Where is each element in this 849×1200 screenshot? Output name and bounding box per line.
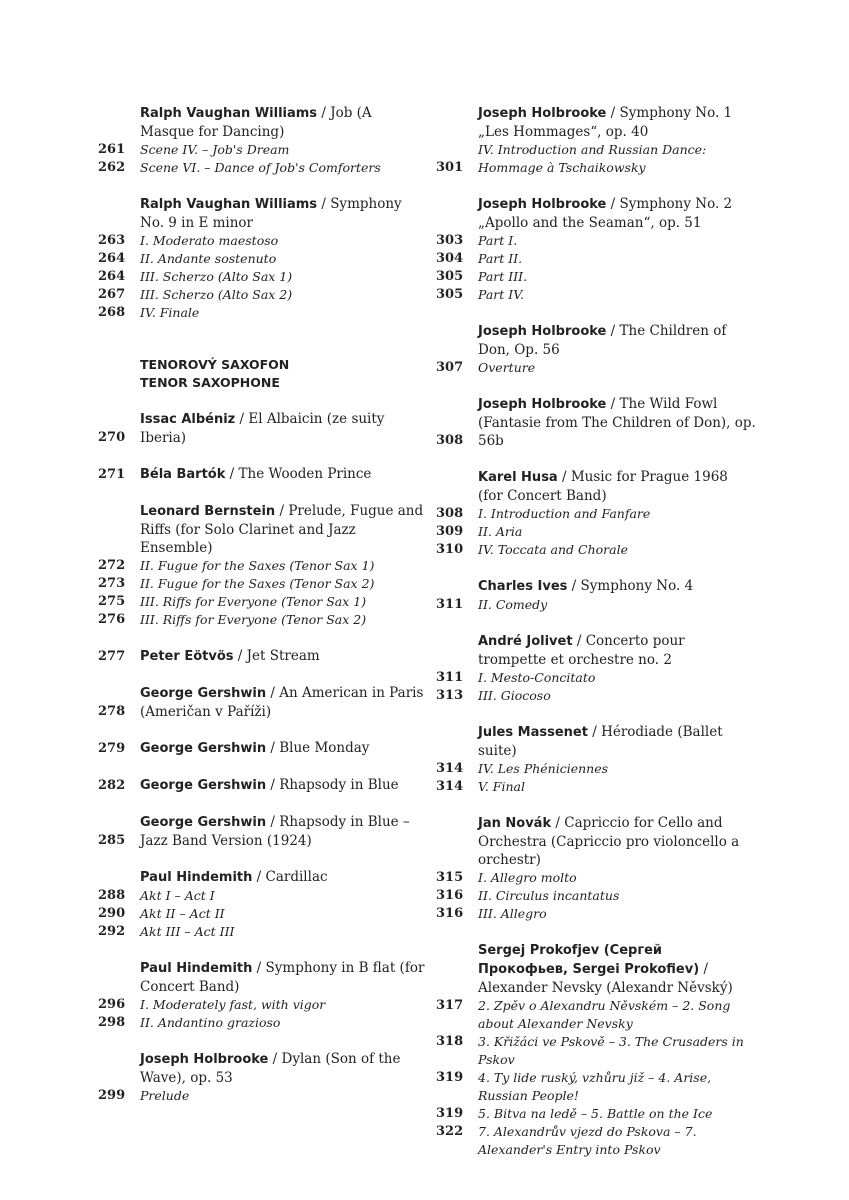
title-separator: /	[606, 196, 620, 212]
movement-track-number: 290	[98, 906, 126, 921]
movement-row	[98, 611, 428, 629]
movement-track-number: 319	[436, 1106, 464, 1121]
movement-row	[436, 250, 756, 268]
entry-heading	[98, 465, 428, 484]
entry-title	[478, 941, 756, 997]
entry-track-number: 285	[98, 833, 126, 848]
work-title: The Wooden Prince	[238, 466, 372, 482]
movement-row	[98, 1014, 428, 1032]
movement-title: Akt II – Act II	[140, 906, 225, 921]
movement-title: 2. Zpěv o Alexandru Něvském – 2. Song about Alexander Nevsky	[478, 998, 731, 1031]
entry-title	[478, 723, 756, 760]
catalog-entry	[436, 723, 756, 796]
catalog-entry	[98, 410, 428, 447]
movement-row	[436, 541, 756, 559]
title-separator: /	[551, 815, 565, 831]
composer-name: George Gershwin	[140, 778, 267, 793]
composer-name: George Gershwin	[140, 815, 267, 830]
work-title: Symphony No. 9 in E minor	[140, 196, 402, 231]
movement-track-number: 292	[98, 924, 126, 939]
movement-row	[436, 687, 756, 705]
entry-heading	[436, 941, 756, 997]
movement-row	[436, 359, 756, 377]
movement-track-number: 261	[98, 142, 126, 157]
entry-track-number: 282	[98, 778, 126, 793]
catalog-entry	[436, 941, 756, 1159]
movement-title: III. Scherzo (Alto Sax 2)	[140, 287, 293, 302]
title-separator: /	[268, 1051, 282, 1067]
movement-title: I. Mesto-Concitato	[478, 670, 596, 685]
movement-row	[436, 997, 756, 1033]
movement-track-number: 318	[436, 1034, 464, 1049]
movement-track-number: 314	[436, 761, 464, 776]
work-title: Dylan (Son of the Wave), op. 53	[140, 1051, 401, 1086]
composer-name: Ralph Vaughan Williams	[140, 106, 318, 121]
entry-heading	[436, 577, 756, 596]
work-title: The Wild Fowl (Fantasie from The Children of Don), op. 56b	[478, 396, 756, 449]
movement-track-number: 272	[98, 558, 126, 573]
composer-name: George Gershwin	[140, 686, 267, 701]
entry-title	[478, 195, 756, 232]
entry-heading	[436, 195, 756, 232]
composer-name: Paul Hindemith	[140, 961, 253, 976]
movement-track-number: 307	[436, 360, 464, 375]
entry-title	[140, 104, 428, 141]
work-title: El Albaicin (ze suity Iberia)	[140, 411, 385, 446]
work-title: Music for Prague 1968 (for Concert Band)	[478, 469, 728, 504]
title-separator: /	[233, 648, 247, 664]
movement-track-number: 314	[436, 779, 464, 794]
movement-title: II. Circulus incantatus	[478, 888, 620, 903]
catalog-entry	[98, 776, 428, 795]
entry-heading	[98, 739, 428, 758]
entry-title	[140, 868, 428, 887]
catalog-entry	[98, 465, 428, 484]
entry-heading	[436, 723, 756, 760]
movement-track-number: 298	[98, 1015, 126, 1030]
entry-title	[478, 577, 756, 596]
entry-title	[140, 1050, 428, 1087]
entry-title	[140, 647, 428, 666]
entry-heading	[98, 104, 428, 141]
movement-track-number: 273	[98, 576, 126, 591]
composer-name: Joseph Holbrooke	[140, 1052, 269, 1067]
movement-row	[98, 159, 428, 177]
entry-track-number: 271	[98, 467, 126, 482]
movement-title: 3. Křižáci ve Pskově – 3. The Crusaders in Pskov	[478, 1034, 744, 1067]
movement-track-number: 316	[436, 906, 464, 921]
title-separator: /	[252, 960, 266, 976]
movement-title: II. Andantino grazioso	[140, 1015, 281, 1030]
movement-track-number: 316	[436, 888, 464, 903]
movement-track-number: 309	[436, 524, 464, 539]
movement-title: Scene IV. – Job's Dream	[140, 142, 290, 157]
entry-title	[140, 410, 428, 447]
entry-title	[140, 195, 428, 232]
movement-track-number: 264	[98, 251, 126, 266]
section-heading-cz: TENOROVÝ SAXOFON	[140, 357, 290, 372]
entry-heading	[436, 104, 756, 141]
title-separator: /	[557, 469, 571, 485]
entry-heading	[98, 813, 428, 850]
movement-row	[436, 887, 756, 905]
movement-title: Part IV.	[478, 287, 525, 302]
left-column	[98, 104, 428, 1123]
movement-row	[436, 1033, 756, 1069]
movement-row	[98, 593, 428, 611]
catalog-entry	[98, 813, 428, 850]
composer-name: Paul Hindemith	[140, 870, 253, 885]
entry-title	[140, 959, 428, 996]
movement-title: Scene VI. – Dance of Job's Comforters	[140, 160, 381, 175]
title-separator: /	[606, 396, 620, 412]
movement-track-number: 322	[436, 1124, 464, 1139]
work-title: Symphony in B flat (for Concert Band)	[140, 960, 425, 995]
movement-title: IV. Finale	[140, 305, 200, 320]
catalog-entry	[98, 647, 428, 666]
movement-track-number: 303	[436, 233, 464, 248]
entry-heading	[98, 868, 428, 887]
movement-title: I. Moderato maestoso	[140, 233, 279, 248]
movement-title: 5. Bitva na ledě – 5. Battle on the Ice	[478, 1106, 713, 1121]
movement-title: 4. Ty lide ruský, vzhůru již – 4. Arise, Russian People!	[478, 1070, 712, 1103]
title-separator: /	[606, 323, 620, 339]
movement-row	[98, 304, 428, 322]
title-separator: /	[317, 196, 331, 212]
movement-title: Akt III – Act III	[140, 924, 235, 939]
work-title: Jet Stream	[246, 648, 320, 664]
movement-row	[436, 905, 756, 923]
movement-row	[98, 141, 428, 159]
entry-heading	[436, 814, 756, 869]
movement-title: IV. Introduction and Russian Dance:	[478, 142, 707, 157]
work-title: Alexander Nevsky (Alexandr Něvský)	[478, 980, 733, 996]
title-separator: /	[266, 814, 280, 830]
movement-row	[436, 286, 756, 304]
catalog-entry	[98, 959, 428, 1032]
movement-row	[436, 159, 756, 177]
entry-heading	[98, 1050, 428, 1087]
title-separator: /	[235, 411, 249, 427]
movement-row	[98, 250, 428, 268]
catalog-entry	[98, 739, 428, 758]
movement-title: I. Introduction and Fanfare	[478, 506, 651, 521]
movement-row	[98, 996, 428, 1014]
movement-title: Prelude	[140, 1088, 190, 1103]
movement-track-number: 276	[98, 612, 126, 627]
entry-title	[140, 684, 428, 721]
work-title: Blue Monday	[279, 740, 370, 756]
work-title: Rhapsody in Blue – Jazz Band Version (1924)	[140, 814, 410, 849]
composer-name: Ralph Vaughan Williams	[140, 197, 318, 212]
title-separator: /	[587, 724, 602, 740]
entry-title	[140, 776, 428, 795]
entry-title	[478, 322, 756, 359]
title-separator: /	[252, 869, 266, 885]
movement-track-number: 267	[98, 287, 126, 302]
movement-track-number: 319	[436, 1070, 464, 1085]
entry-track-number: 308	[436, 433, 464, 448]
movement-title: II. Fugue for the Saxes (Tenor Sax 2)	[140, 576, 375, 591]
entry-title	[478, 632, 756, 669]
movement-row	[98, 557, 428, 575]
movement-track-number: 275	[98, 594, 126, 609]
catalog-entry	[98, 502, 428, 629]
catalog-entry	[436, 195, 756, 304]
entry-track-number: 279	[98, 741, 126, 756]
movement-track-number: 296	[98, 997, 126, 1012]
movement-title: I. Moderately fast, with vigor	[140, 997, 326, 1012]
composer-name: Issac Albéniz	[140, 412, 236, 427]
movement-row	[436, 268, 756, 286]
catalog-entry	[98, 195, 428, 322]
catalog-entry	[98, 684, 428, 721]
movement-title: Part III.	[478, 269, 528, 284]
movement-row	[436, 1105, 756, 1123]
section-heading-en: TENOR SAXOPHONE	[140, 375, 280, 390]
movement-title: Overture	[478, 360, 536, 375]
title-separator: /	[266, 685, 280, 701]
movement-track-number: 310	[436, 542, 464, 557]
entry-title	[478, 104, 756, 141]
movement-title: Akt I – Act I	[140, 888, 215, 903]
work-title: Job (A Masque for Dancing)	[140, 105, 372, 140]
title-separator: /	[317, 105, 331, 121]
movement-track-number: 305	[436, 287, 464, 302]
title-separator: /	[567, 578, 581, 594]
entry-heading	[98, 195, 428, 232]
entry-heading	[436, 632, 756, 669]
movement-track-number: 268	[98, 305, 126, 320]
catalog-entry	[98, 868, 428, 941]
movement-title: II. Fugue for the Saxes (Tenor Sax 1)	[140, 558, 375, 573]
entry-title	[478, 395, 756, 450]
entry-heading	[98, 959, 428, 996]
movement-track-number: 288	[98, 888, 126, 903]
entry-track-number: 270	[98, 430, 126, 445]
movement-title: I. Allegro molto	[478, 870, 577, 885]
composer-name: Joseph Holbrooke	[478, 106, 607, 121]
entry-title	[140, 502, 428, 557]
movement-track-number: 304	[436, 251, 464, 266]
movement-title: III. Riffs for Everyone (Tenor Sax 1)	[140, 594, 367, 609]
catalog-entry	[436, 322, 756, 377]
movement-title: IV. Toccata and Chorale	[478, 542, 628, 557]
right-entries	[436, 104, 756, 1159]
movement-row	[436, 141, 756, 159]
composer-name: André Jolivet	[478, 634, 573, 649]
work-title: Prelude, Fugue and Riffs (for Solo Clarinet and Jazz Ensemble)	[140, 503, 424, 556]
composer-name: Joseph Holbrooke	[478, 324, 607, 339]
work-title: Symphony No. 4	[580, 578, 694, 594]
composer-name: Joseph Holbrooke	[478, 197, 607, 212]
movement-title: IV. Les Phéniciennes	[478, 761, 609, 776]
work-title: The Children of Don, Op. 56	[478, 323, 727, 358]
movement-title: 7. Alexandrův vjezd do Pskova – 7. Alexander's Entry into Pskov	[478, 1124, 697, 1157]
left-entries-bottom	[98, 410, 428, 1105]
movement-track-number: 264	[98, 269, 126, 284]
composer-name: Jules Massenet	[478, 725, 588, 740]
catalog-entry	[436, 814, 756, 923]
entry-heading	[436, 395, 756, 450]
title-separator: /	[266, 740, 280, 756]
movement-title: II. Aria	[478, 524, 523, 539]
catalog-entry	[436, 395, 756, 450]
movement-row	[98, 575, 428, 593]
entry-title	[478, 468, 756, 505]
work-title: Rhapsody in Blue	[279, 777, 399, 793]
entry-heading	[98, 647, 428, 666]
movement-title: III. Scherzo (Alto Sax 1)	[140, 269, 293, 284]
movement-row	[436, 869, 756, 887]
entry-title	[140, 813, 428, 850]
composer-name: Leonard Bernstein	[140, 504, 276, 519]
movement-row	[436, 760, 756, 778]
movement-title: II. Andante sostenuto	[140, 251, 277, 266]
entry-title	[478, 814, 756, 869]
title-separator: /	[275, 503, 289, 519]
title-separator: /	[572, 633, 586, 649]
movement-row	[98, 923, 428, 941]
entry-heading	[436, 322, 756, 359]
movement-row	[436, 669, 756, 687]
catalog-entry	[436, 632, 756, 705]
movement-row	[98, 286, 428, 304]
movement-row	[98, 232, 428, 250]
composer-name: Béla Bartók	[140, 467, 226, 482]
movement-row	[436, 596, 756, 614]
movement-title: Part II.	[478, 251, 523, 266]
title-separator: /	[699, 961, 709, 977]
composer-name: Karel Husa	[478, 470, 558, 485]
section-heading	[140, 356, 428, 392]
movement-title: III. Allegro	[478, 906, 547, 921]
movement-row	[436, 232, 756, 250]
entry-heading	[98, 502, 428, 557]
work-title: An American in Paris (Američan v Paříži)	[140, 685, 424, 720]
composer-name: Charles Ives	[478, 579, 568, 594]
composer-name: Joseph Holbrooke	[478, 397, 607, 412]
movement-title: V. Final	[478, 779, 525, 794]
catalog-entry	[98, 104, 428, 177]
movement-track-number: 311	[436, 597, 464, 612]
movement-row	[436, 523, 756, 541]
composer-name: Peter Eötvös	[140, 649, 234, 664]
work-title: Symphony No. 2 „Apollo and the Seaman“, op. 51	[478, 196, 733, 231]
entry-track-number: 277	[98, 649, 126, 664]
title-separator: /	[225, 466, 239, 482]
catalog-entry	[436, 104, 756, 177]
movement-row	[98, 1087, 428, 1105]
composer-name: Sergej Prokofjev (Сергей Прокофьев, Sergei Prokofiev)	[478, 943, 700, 977]
movement-title: Part I.	[478, 233, 518, 248]
movement-row	[436, 1123, 756, 1159]
entry-heading	[98, 684, 428, 721]
movement-track-number: 317	[436, 998, 464, 1013]
composer-name: Jan Novák	[478, 816, 552, 831]
title-separator: /	[606, 105, 620, 121]
catalog-entry	[98, 1050, 428, 1105]
composer-name: George Gershwin	[140, 741, 267, 756]
movement-title: II. Comedy	[478, 597, 548, 612]
movement-row	[98, 905, 428, 923]
movement-title: III. Giocoso	[478, 688, 551, 703]
movement-track-number: 301	[436, 160, 464, 175]
movement-row	[98, 887, 428, 905]
left-entries-top	[98, 104, 428, 322]
movement-row	[436, 1069, 756, 1105]
title-separator: /	[266, 777, 280, 793]
entry-title	[140, 465, 428, 484]
movement-row	[436, 778, 756, 796]
catalog-entry	[436, 577, 756, 614]
movement-track-number: 315	[436, 870, 464, 885]
entry-heading	[98, 410, 428, 447]
entry-heading	[436, 468, 756, 505]
work-title: Capriccio for Cello and Orchestra (Capriccio pro violoncello a orchestr)	[478, 815, 740, 868]
movement-track-number: 308	[436, 506, 464, 521]
work-title: Symphony No. 1 „Les Hommages“, op. 40	[478, 105, 733, 140]
movement-track-number: 262	[98, 160, 126, 175]
right-column	[436, 104, 756, 1177]
work-title: Cardillac	[265, 869, 328, 885]
movement-track-number: 305	[436, 269, 464, 284]
movement-row	[436, 505, 756, 523]
movement-track-number: 313	[436, 688, 464, 703]
entry-heading	[98, 776, 428, 795]
movement-track-number: 311	[436, 670, 464, 685]
work-title: Hérodiade (Ballet suite)	[478, 724, 723, 759]
movement-track-number: 263	[98, 233, 126, 248]
movement-title: Hommage à Tschaikowsky	[478, 160, 646, 175]
movement-row	[98, 268, 428, 286]
entry-title	[140, 739, 428, 758]
work-title: Concerto pour trompette et orchestre no. 2	[478, 633, 685, 668]
movement-title: III. Riffs for Everyone (Tenor Sax 2)	[140, 612, 367, 627]
entry-track-number: 278	[98, 704, 126, 719]
movement-track-number: 299	[98, 1088, 126, 1103]
catalog-entry	[436, 468, 756, 559]
